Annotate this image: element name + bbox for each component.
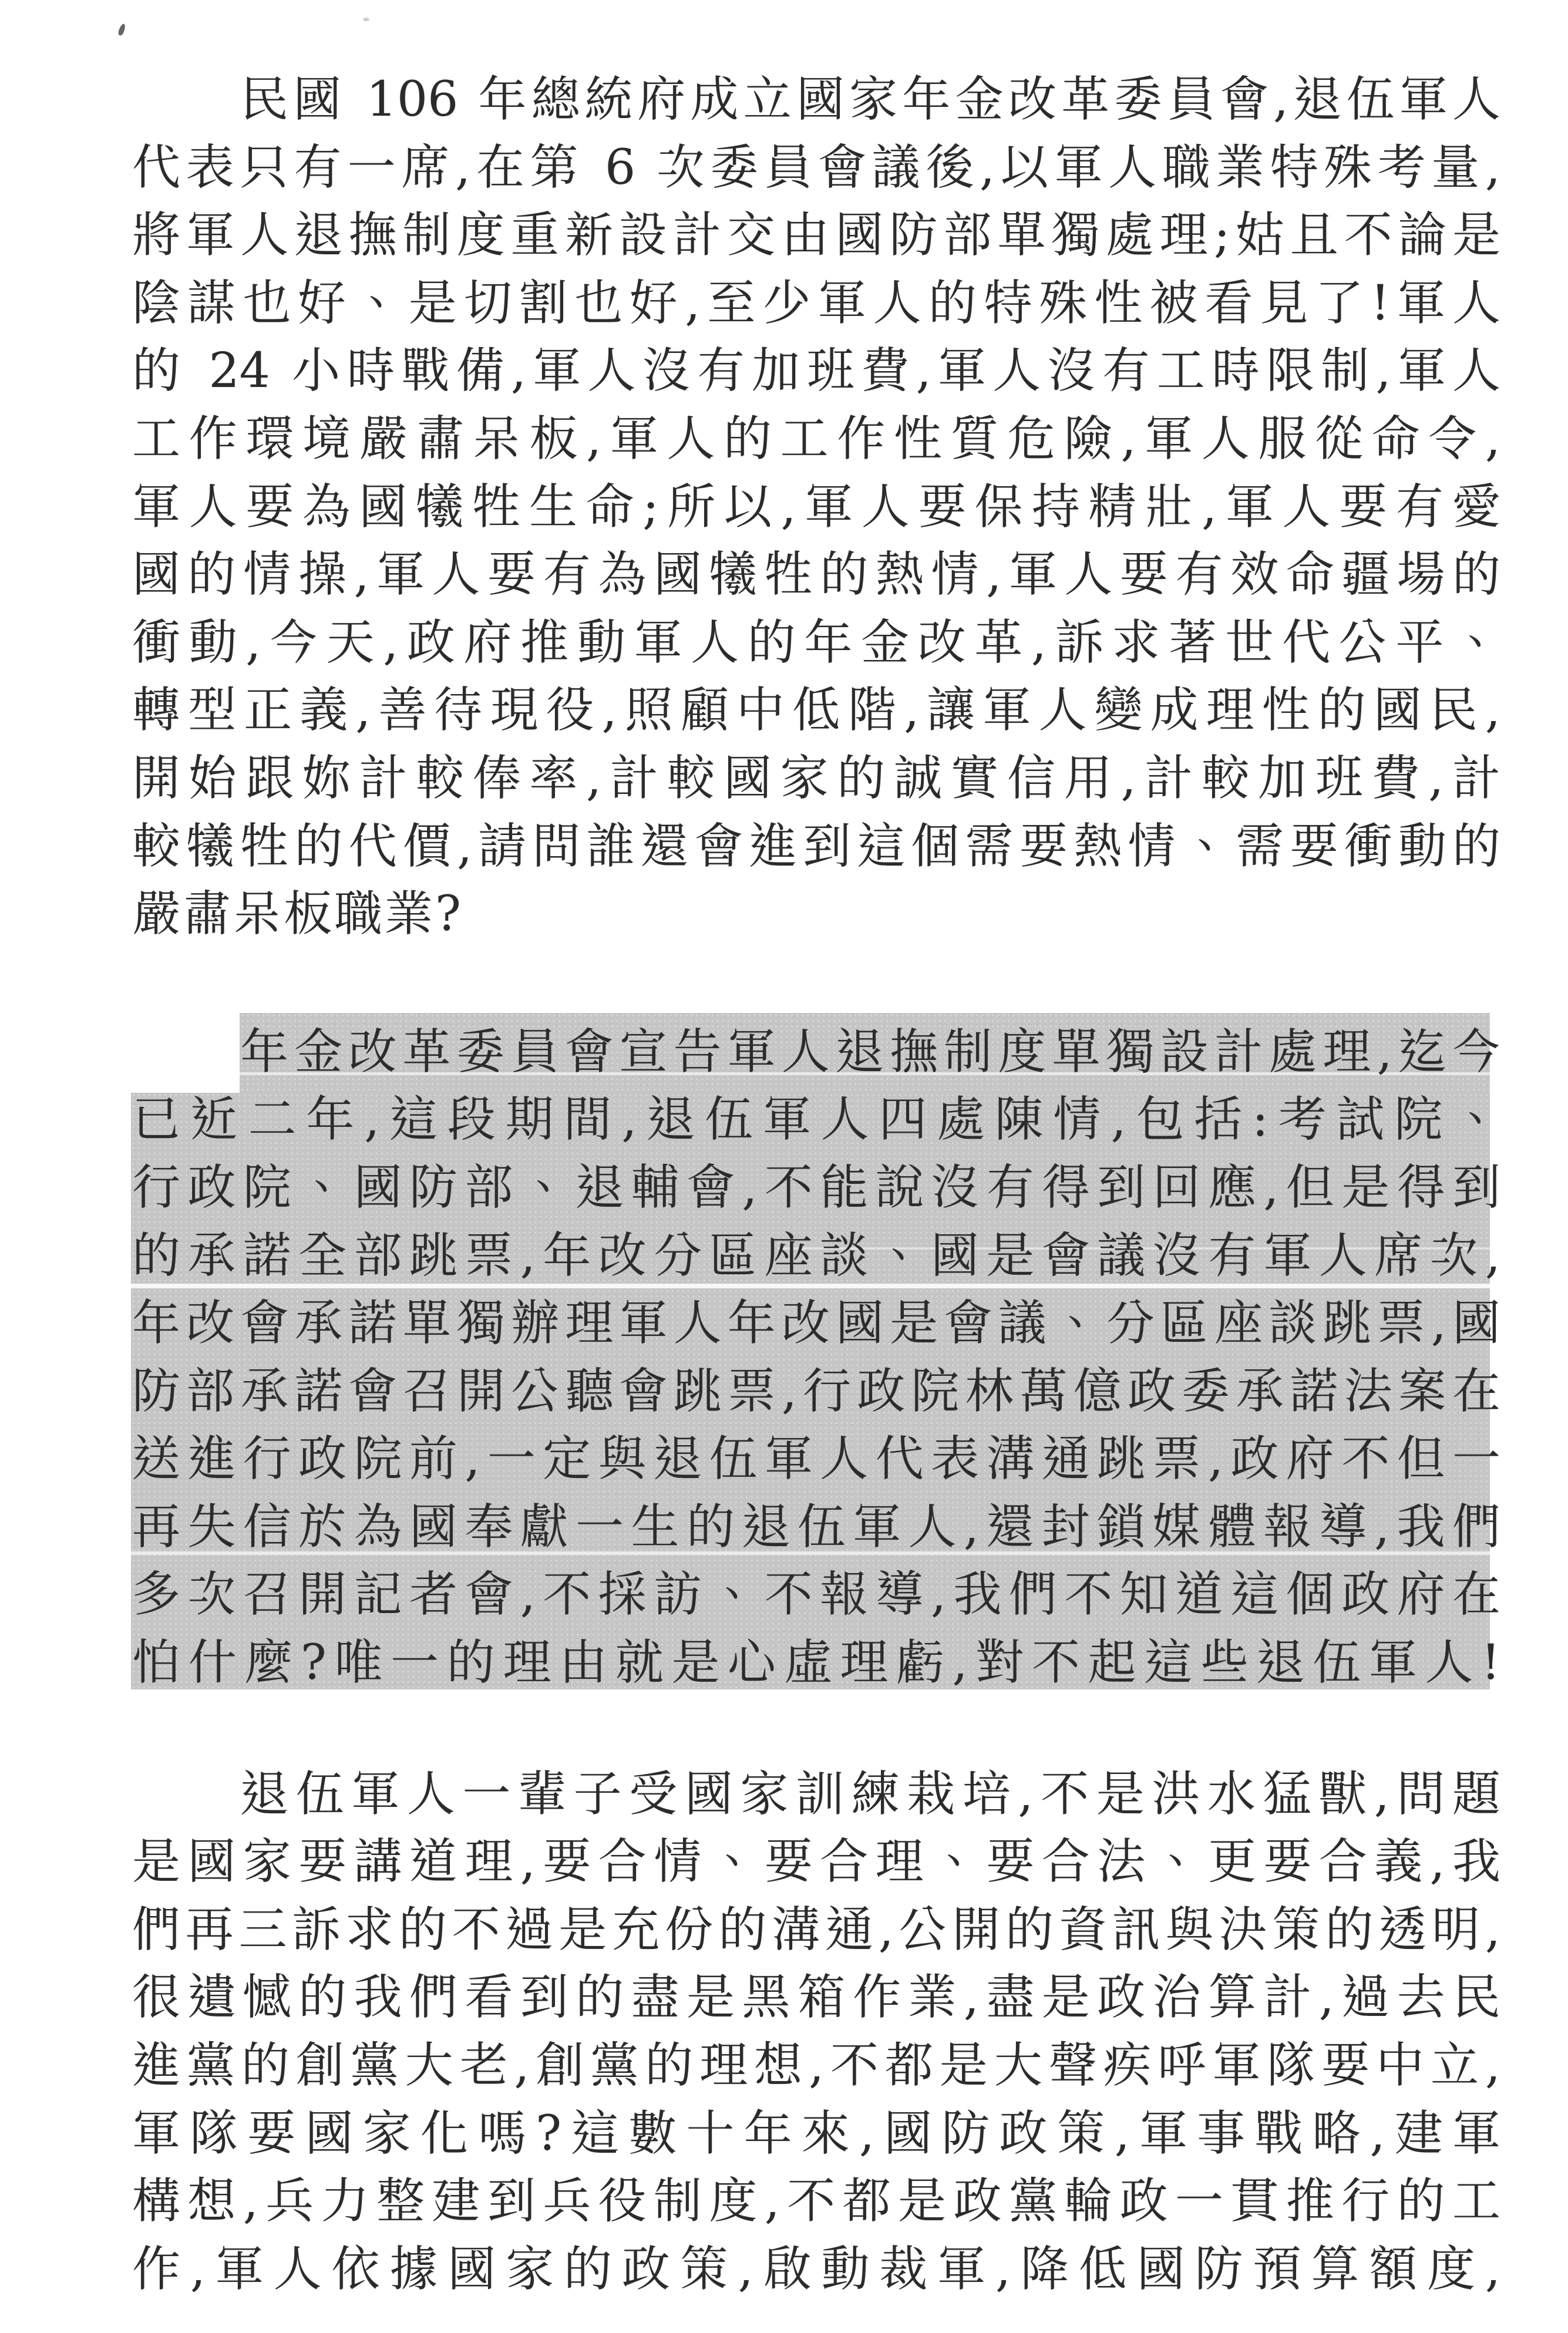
text-line: 的承諾全部跳票,年改分區座談、國是會議沒有軍人席次, <box>132 1227 1500 1284</box>
text-line: 較犧牲的代價,請問誰還會進到這個需要熱情、需要衝動的 <box>132 818 1500 874</box>
text-line: 已近二年,這段期間,退伍軍人四處陳情,包括:考試院、 <box>132 1092 1500 1148</box>
text-line: 多次召開記者會,不採訪、不報導,我們不知道這個政府在 <box>132 1567 1500 1623</box>
text-line: 軍人要為國犧牲生命;所以,軍人要保持精壯,軍人要有愛 <box>132 479 1500 535</box>
text-line: 民國 106 年總統府成立國家年金改革委員會,退伍軍人 <box>240 72 1500 127</box>
text-line: 嚴肅呆板職業? <box>132 886 463 942</box>
text-line: 陰謀也好、是切割也好,至少軍人的特殊性被看見了!軍人 <box>132 275 1500 331</box>
text-line: 送進行政院前,一定與退伍軍人代表溝通跳票,政府不但一 <box>132 1431 1500 1487</box>
text-line: 的 24 小時戰備,軍人沒有加班費,軍人沒有工時限制,軍人 <box>132 343 1500 399</box>
text-line: 構想,兵力整建到兵役制度,不都是政黨輪政一貫推行的工 <box>132 2173 1500 2230</box>
text-line: 是國家要講道理,要合情、要合理、要合法、更要合義,我 <box>132 1834 1500 1890</box>
text-line: 作,軍人依據國家的政策,啟動裁軍,降低國防預算額度, <box>132 2241 1500 2297</box>
text-line: 代表只有一席,在第 6 次委員會議後,以軍人職業特殊考量, <box>132 139 1500 196</box>
ink-speck <box>117 23 127 36</box>
text-line: 進黨的創黨大老,創黨的理想,不都是大聲疾呼軍隊要中立, <box>132 2038 1500 2094</box>
text-content <box>132 0 1500 2303</box>
text-line: 國的情操,軍人要有為國犧牲的熱情,軍人要有效命疆場的 <box>132 547 1500 603</box>
paragraph-1 <box>132 66 1500 948</box>
text-line: 退伍軍人一輩子受國家訓練栽培,不是洪水猛獸,問題 <box>240 1766 1500 1822</box>
text-line: 年改會承諾單獨辦理軍人年改國是會議、分區座談跳票,國 <box>132 1295 1500 1352</box>
text-line: 軍隊要國家化嗎?這數十年來,國防政策,軍事戰略,建軍 <box>132 2105 1500 2162</box>
text-line: 行政院、國防部、退輔會,不能說沒有得到回應,但是得到 <box>132 1159 1500 1216</box>
text-line: 防部承諾會召開公聽會跳票,行政院林萬億政委承諾法案在 <box>132 1363 1500 1419</box>
text-line: 很遺憾的我們看到的盡是黑箱作業,盡是政治算計,過去民 <box>132 1970 1500 2026</box>
text-line: 怕什麼?唯一的理由就是心虛理虧,對不起這些退伍軍人! <box>132 1635 1500 1691</box>
text-line: 轉型正義,善待現役,照顧中低階,讓軍人變成理性的國民, <box>132 682 1500 739</box>
paragraph-2-highlighted <box>132 1018 1500 1697</box>
text-line: 們再三訴求的不過是充份的溝通,公開的資訊與決策的透明, <box>132 1901 1500 1958</box>
text-line: 衝動,今天,政府推動軍人的年金改革,訴求著世代公平、 <box>132 614 1500 671</box>
text-line: 再失信於為國奉獻一生的退伍軍人,還封鎖媒體報導,我們 <box>132 1499 1500 1555</box>
text-line: 將軍人退撫制度重新設計交由國防部單獨處理;姑且不論是 <box>132 207 1500 264</box>
text-line: 開始跟妳計較俸率,計較國家的誠實信用,計較加班費,計 <box>132 750 1500 806</box>
paragraph-3 <box>132 1760 1500 2304</box>
text-line: 工作環境嚴肅呆板,軍人的工作性質危險,軍人服從命令, <box>132 410 1500 467</box>
text-line: 年金改革委員會宣告軍人退撫制度單獨設計處理,迄今 <box>240 1024 1500 1080</box>
